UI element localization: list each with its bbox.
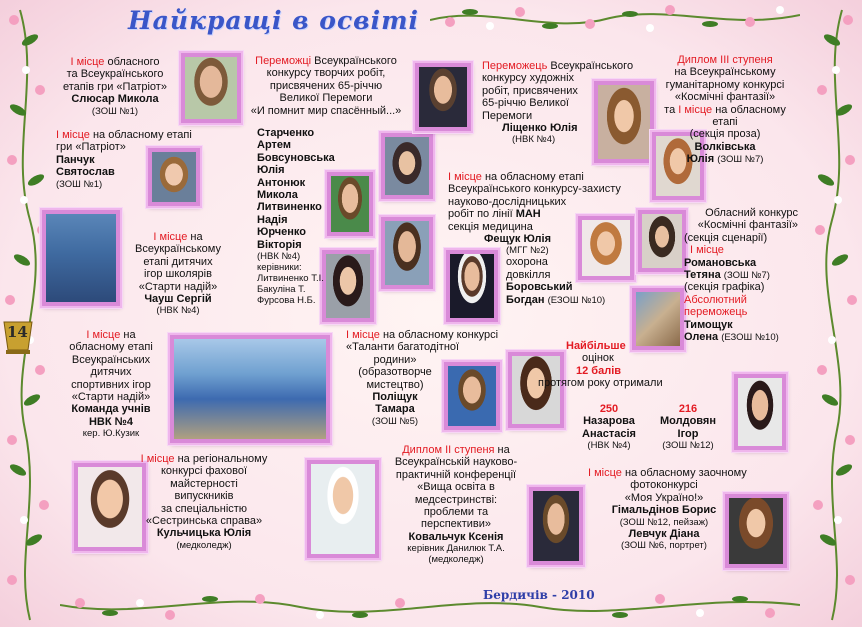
award-polishchuk: І місце на обласному конкурсі «Таланти багатодітної родини» (образотворче мистецтво) Поліщук Тамара (ЗОШ №5) xyxy=(346,329,499,427)
flower-vine-right-decoration xyxy=(792,0,862,627)
award-nazarova: 250 Назарова Анастасія (НВК №4) xyxy=(582,403,636,452)
award-chaush: І місце на Всеукраїнському етапі дитячих ігор школярів «Старти надій» Чауш Сергій (НВК №4) xyxy=(135,231,221,317)
portrait-girl-hand-photo xyxy=(381,133,433,199)
award-kovalchuk: Диплом ІІ ступеня на Всеукраїнській науково- практичній конференції «Вища освіта в медсестринстві: проблеми та перспективи» Ковальчук Ксенія керівник Данилюк Т.А. (медколедж) xyxy=(394,444,518,566)
portrait-lishchenko-photo xyxy=(415,63,471,131)
flower-vine-top-decoration xyxy=(430,0,800,40)
team-photo-nvk4 xyxy=(170,335,330,443)
portrait-boy-2-photo xyxy=(381,217,433,289)
award-team-nvk4: І місце на обласному етапі Всеукраїнських дитячих спортивних ігор «Старти надій» Команда учнів НВК №4 кер. Ю.Кузик xyxy=(69,329,153,440)
award-moldovian: 216 Молдовян Ігор (ЗОШ №12) xyxy=(660,403,716,452)
award-peremozhtsi-1: Переможці Всеукраїнського конкурсу творчих робіт, присвячених 65-річчю Великої Перемоги «И помнит мир спасённый...» xyxy=(250,55,402,117)
award-panchuk: І місце на обласному етапі гри «Патріот» Панчук Святослав (ЗОШ №1) xyxy=(56,129,192,190)
footer-city-year: Бердичів - 2010 xyxy=(483,588,595,602)
award-slusar: І місце обласного та Всеукраїнського етапів гри «Патріот» Слюсар Микола (ЗОШ №1) xyxy=(63,56,167,117)
page-title: Найкращі в освіті xyxy=(128,6,420,35)
portrait-tymoshchuk-photo xyxy=(638,210,686,272)
boy-with-medal-chaush-photo xyxy=(42,210,120,306)
portrait-girl-panchuk-photo xyxy=(148,148,200,206)
portrait-kovalchuk-photo xyxy=(734,374,786,450)
award-romanovska: Обласний конкурс «Космічні фантазії» (секція сценарії) І місце Романовська Тетяна (ЗОШ №7) (секція графіка) Абсолютний переможець Тимощук Олена (ЕЗОШ №10) xyxy=(684,207,798,344)
award-himaldinov: І місце на обласному заочному фотоконкурсі «Моя Україно!» Гімальдінов Борис (ЗОШ №12, пейзаж) Левчук Діана (ЗОШ №6, портрет) xyxy=(588,467,747,552)
page-number: 14 xyxy=(7,323,28,341)
portrait-volkivska-photo xyxy=(594,81,654,163)
portrait-moldovian-photo xyxy=(508,352,564,428)
portrait-himaldinov-photo xyxy=(307,460,379,558)
award-names-group: Старченко Артем Бовсуновська Юлія Антонюк Микола Литвиненко Надія Юрченко Вікторія (НВК №4) керівники: Литвиненко Т.І. Бакуліна Т. Фурсова Н.Б. xyxy=(257,127,335,307)
award-kulchytska: І місце на регіональному конкурсі фахової майстерності випускників за спеціальністю «Сестринська справа» Кульчицька Юлія (медколедж) xyxy=(140,453,268,551)
portrait-nazarova-photo xyxy=(444,362,500,430)
portrait-levchuk-photo xyxy=(529,487,583,565)
award-feshchuk: І місце на обласному етапі Всеукраїнського конкурсу-захисту науково-дослідницьких робіт по лінії МАН секція медицина Фещук Юлія (МГГ №2) охорона довкілля Боровський Богдан (ЕЗОШ №10) xyxy=(448,171,621,306)
flower-vine-bottom-decoration xyxy=(60,585,800,627)
award-lishchenko: Переможець Всеукраїнського конкурсу художніх робіт, присвячених 65-річчю Великої Перемоги Ліщенко Юлія (НВК №4) xyxy=(482,60,634,146)
award-volkivska: Диплом ІІІ ступеня на Всеукраїнському гуманітарному конкурсі «Космічні фантазії» та І місце на обласному етапі (секція проза) Волківська Юлія (ЗОШ №7) xyxy=(664,54,786,166)
page-number-badge xyxy=(2,316,34,356)
portrait-boy-slusar-photo xyxy=(181,53,241,123)
award-best-marks: Найбільше оцінок 12 балів протягом року отримали xyxy=(538,340,663,390)
